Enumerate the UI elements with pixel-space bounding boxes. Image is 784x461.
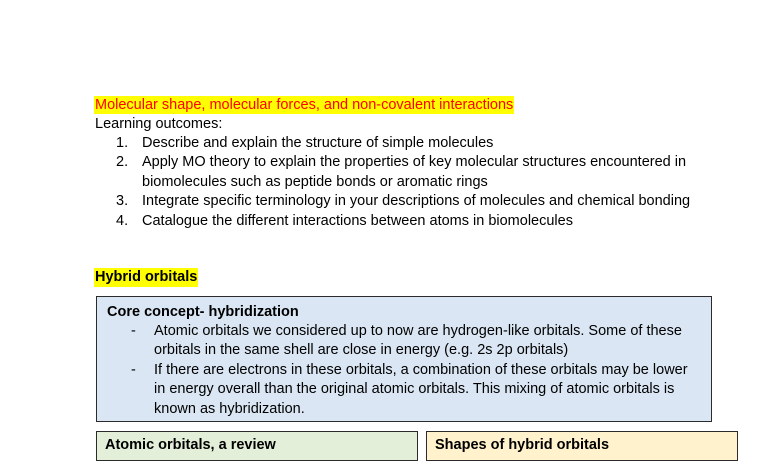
core-concept-bullet-1 — [107, 322, 701, 361]
page-title: Molecular shape, molecular forces, and non-covalent interactions — [95, 97, 514, 113]
core-concept-bullet-2 — [107, 361, 701, 419]
outcome-text: Apply MO theory to explain the properties of key molecular structures encountered in biomolecules such as peptide bonds or aromatic rings — [142, 154, 687, 190]
outcome-item-2 — [116, 153, 696, 192]
outcome-text: Integrate specific terminology in your descriptions of molecules and chemical bonding — [142, 193, 691, 210]
hybrid-orbital-shapes-box: Shapes of hybrid orbitals — [426, 431, 738, 461]
outcome-text: Describe and explain the structure of simple molecules — [142, 135, 494, 151]
core-concept-list — [107, 322, 701, 419]
learning-outcomes-label: Learning outcomes: — [95, 116, 223, 132]
bullet-text: Atomic orbitals we considered up to now are hydrogen-like orbitals. Some of these orbitals in the same shell are close in energy (e.g. 2s 2p orbitals) — [154, 323, 682, 359]
learning-outcomes-list — [116, 134, 696, 231]
outcome-number: 1. — [116, 135, 129, 151]
bullet-dash: - — [131, 361, 136, 378]
atomic-orbitals-review-box: Atomic orbitals, a review — [96, 431, 418, 461]
core-concept-box — [96, 296, 712, 422]
core-concept-title: Core concept- hybridization — [107, 304, 299, 320]
outcome-number: 4. — [116, 212, 129, 229]
bullet-dash: - — [131, 323, 136, 339]
section-heading: Hybrid orbitals — [95, 269, 198, 285]
bullet-text: If there are electrons in these orbitals, a combination of these orbitals may be lower in energy overall than the original atomic orbitals. This mixing of atomic orbitals is known as hybridization. — [154, 361, 688, 417]
outcome-number: 2. — [116, 154, 129, 171]
outcome-item-3 — [116, 192, 696, 211]
outcome-item-1 — [116, 134, 696, 153]
outcome-number: 3. — [116, 193, 129, 210]
outcome-item-4 — [116, 212, 696, 231]
outcome-text: Catalogue the different interactions between atoms in biomolecules — [142, 212, 573, 229]
